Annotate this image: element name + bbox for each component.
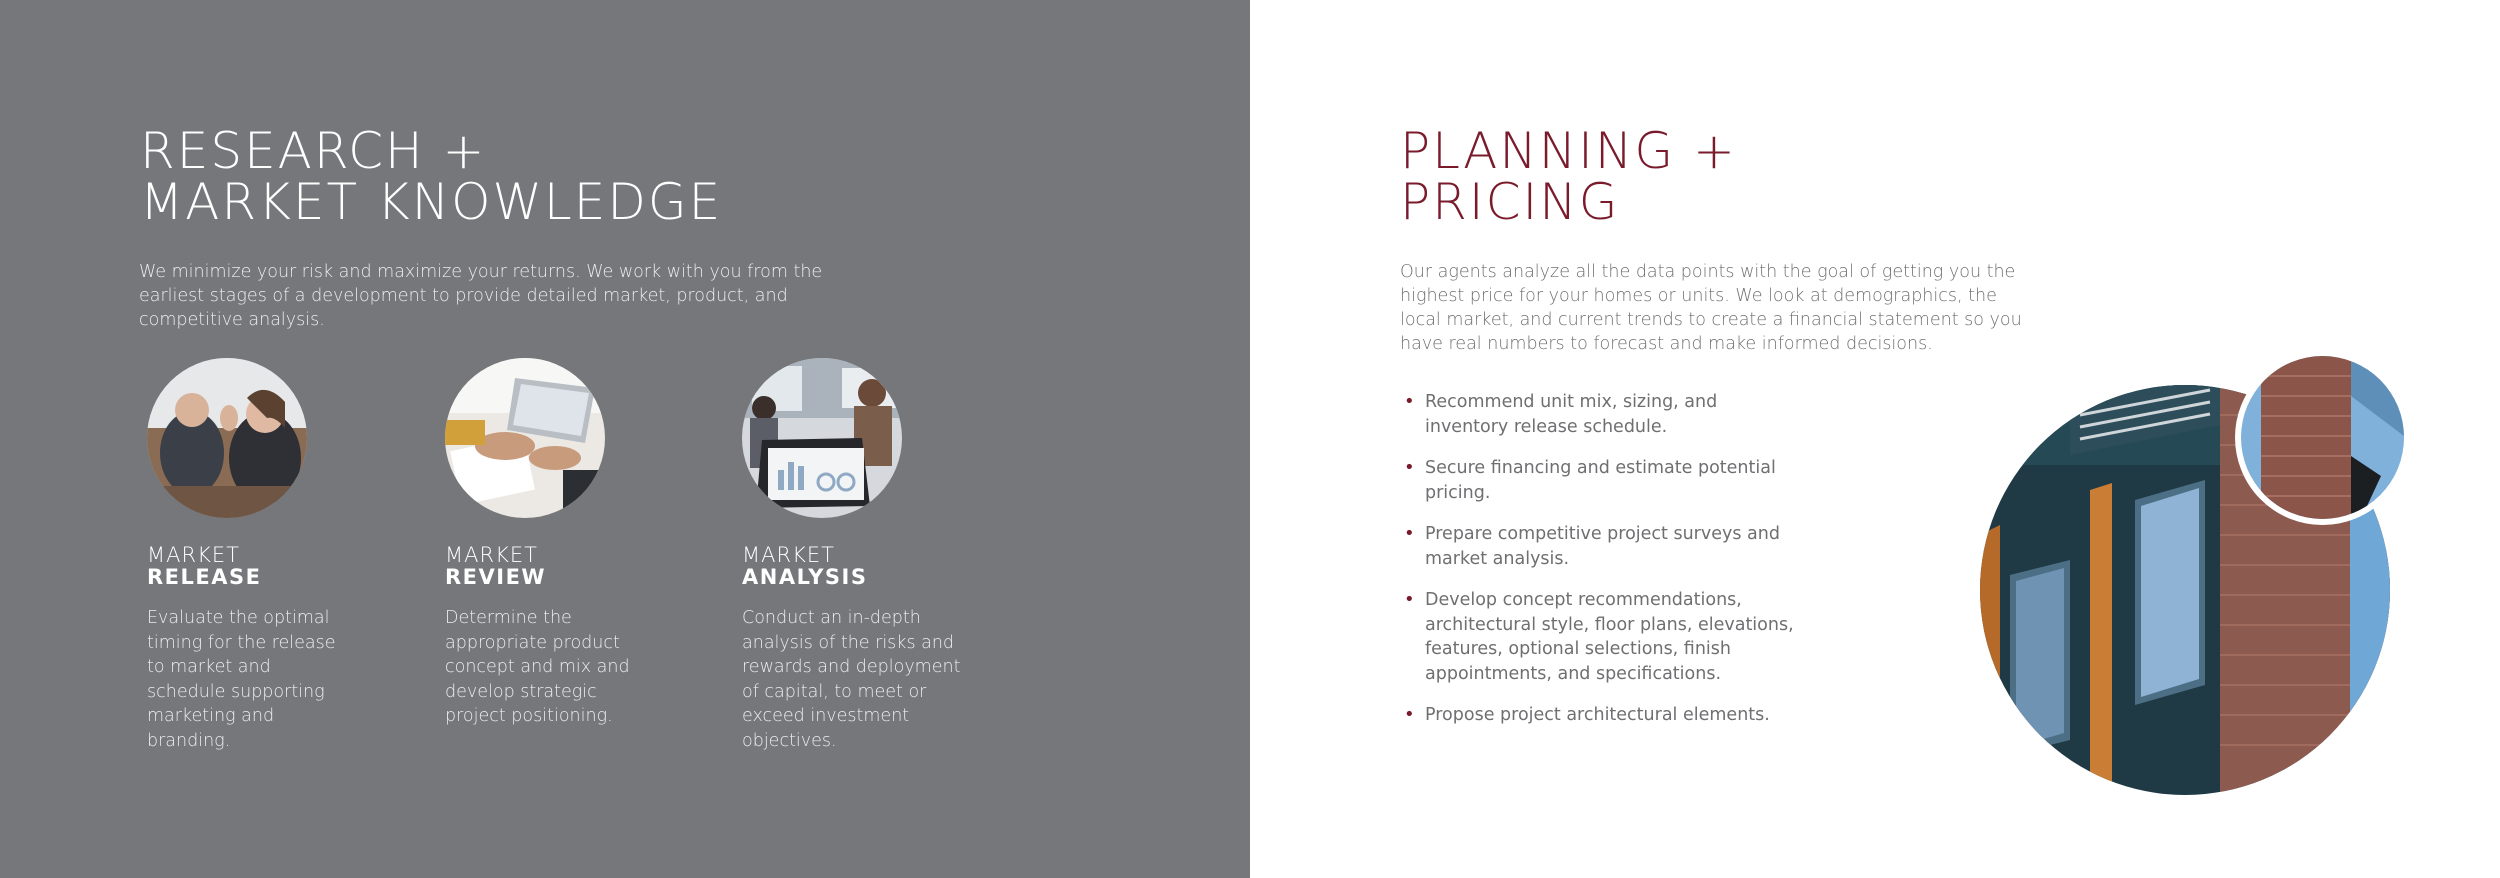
review-title: REVIEW <box>445 565 547 589</box>
planning-heading-line2: PRICING <box>1400 173 1620 231</box>
analysis-description: Conduct an in-depth analysis of the risks and rewards and deployment of capital, to meet or exceed investment objectives. <box>742 608 961 751</box>
bullet-icon: • <box>1404 391 1415 412</box>
release-description: Evaluate the optimal timing for the release to market and schedule supporting marketing and branding. <box>147 608 336 751</box>
feature-market-review <box>437 358 677 729</box>
review-description: Determine the appropriate product concept and mix and develop strategic project positioning. <box>445 608 630 726</box>
feature-market-release <box>139 358 379 753</box>
feature-market-analysis <box>734 358 974 753</box>
list-item <box>1400 390 1795 439</box>
analysis-photo <box>742 358 902 518</box>
release-photo <box>147 358 307 518</box>
review-kicker: MARKET <box>445 543 538 567</box>
list-item <box>1400 522 1785 571</box>
bullet-icon: • <box>1404 704 1415 725</box>
list-item <box>1400 456 1830 505</box>
bullet-text: Develop concept recommendations, architectural style, floor plans, elevations, features, optional selections, finish appointments, and specifications. <box>1425 590 1794 684</box>
planning-heading-line1: PLANNING + <box>1400 122 1737 180</box>
bullet-icon: • <box>1404 457 1415 478</box>
list-item <box>1400 588 1795 686</box>
bullet-icon: • <box>1404 523 1415 544</box>
bullet-text: Propose project architectural elements. <box>1425 705 1770 725</box>
research-heading <box>140 122 723 231</box>
release-kicker: MARKET <box>147 543 240 567</box>
bullet-icon: • <box>1404 589 1415 610</box>
release-title: RELEASE <box>147 565 262 589</box>
analysis-title: ANALYSIS <box>742 565 868 589</box>
analysis-kicker: MARKET <box>742 543 835 567</box>
brick-detail-photo <box>2235 350 2410 525</box>
planning-bullet-list <box>1400 390 1830 745</box>
research-heading-line2: MARKET KNOWLEDGE <box>140 173 723 231</box>
research-heading-line1: RESEARCH + <box>140 122 487 180</box>
review-photo <box>445 358 605 518</box>
bullet-text: Secure financing and estimate potential pricing. <box>1425 458 1776 503</box>
list-item <box>1400 703 1830 728</box>
bullet-text: Prepare competitive project surveys and market analysis. <box>1425 524 1780 569</box>
planning-heading <box>1400 122 1737 231</box>
planning-intro: Our agents analyze all the data points with the goal of getting you the highest price for your homes or units. We look at demographics, the local market, and current trends to create a financial statement so you have real numbers to forecast and make informed decisions. <box>1400 262 2022 354</box>
research-intro: We minimize your risk and maximize your returns. We work with you from the earliest stages of a development to provide detailed market, product, and competitive analysis. <box>139 262 823 330</box>
bullet-text: Recommend unit mix, sizing, and inventory release schedule. <box>1425 392 1718 437</box>
